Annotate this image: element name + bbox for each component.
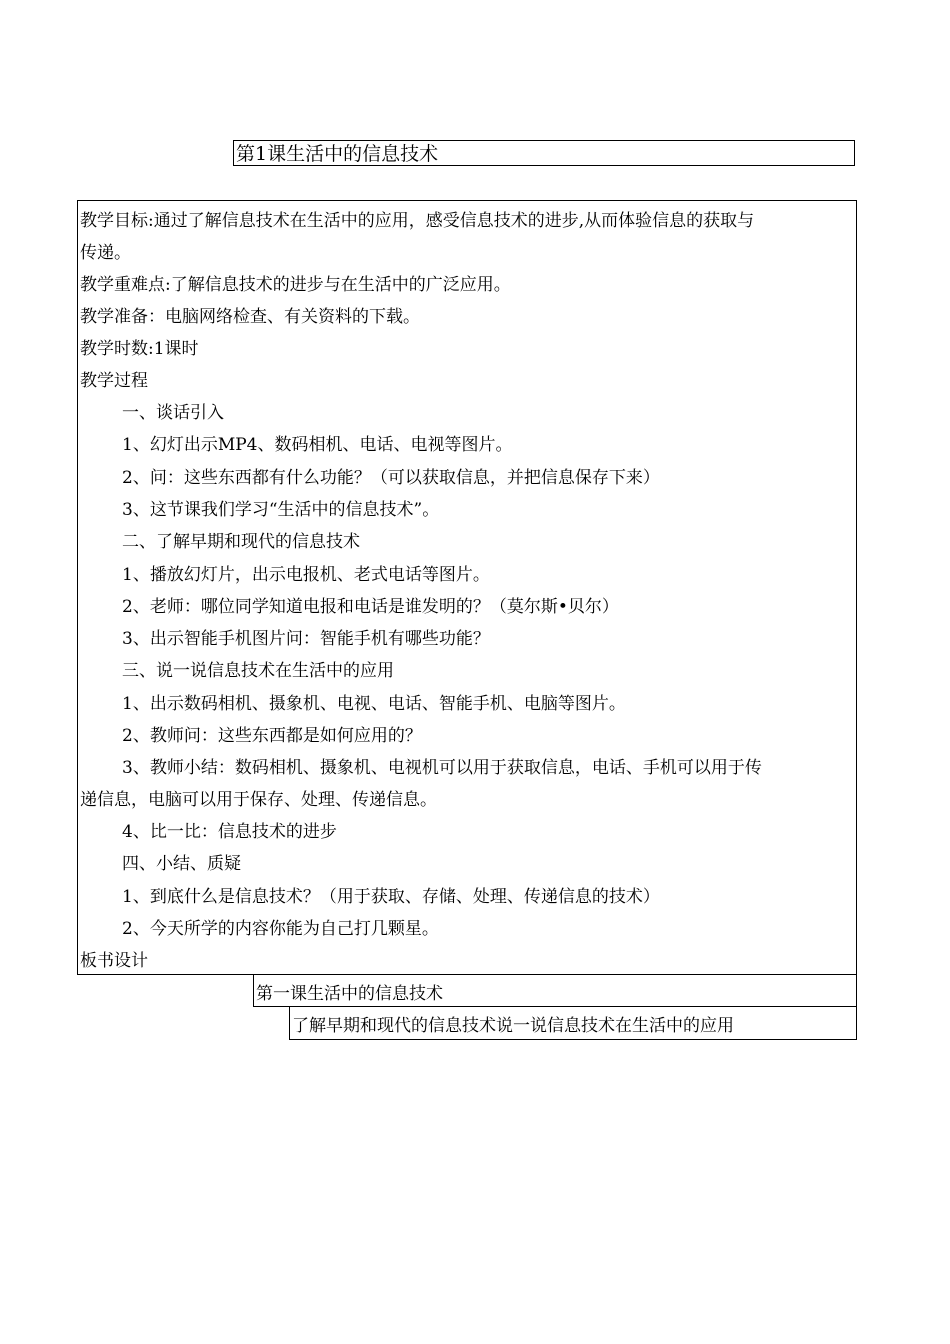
text-line: 1、幻灯出示MP4、数码相机、电话、电视等图片。 — [122, 435, 513, 455]
text-line: 2、问：这些东西都有什么功能？（可以获取信息，并把信息保存下来） — [122, 468, 660, 488]
text-line: 1、到底什么是信息技术？（用于获取、存储、处理、传递信息的技术） — [122, 887, 660, 907]
text-line: 2、老师：哪位同学知道电报和电话是谁发明的？（莫尔斯•贝尔） — [122, 597, 619, 617]
text-line: 3、这节课我们学习“生活中的信息技术”。 — [122, 500, 440, 520]
text-line: 三、说一说信息技术在生活中的应用 — [122, 661, 394, 681]
text-line: 3、出示智能手机图片问：智能手机有哪些功能？ — [122, 629, 490, 649]
lesson-title: 第1课生活中的信息技术 — [233, 140, 855, 166]
text-line: 2、今天所学的内容你能为自己打几颗星。 — [122, 919, 439, 939]
text-line: 1、出示数码相机、摄象机、电视、电话、智能手机、电脑等图片。 — [122, 694, 626, 714]
text-line: 板书设计 — [80, 951, 148, 971]
board-content: 了解早期和现代的信息技术说一说信息技术在生活中的应用 — [289, 1007, 857, 1040]
text-line: 教学目标:通过了解信息技术在生活中的应用，感受信息技术的进步,从而体验信息的获取与 — [80, 211, 755, 231]
lesson-plan-box — [77, 200, 857, 975]
board-divider — [77, 974, 253, 975]
text-line: 教学过程 — [80, 371, 148, 391]
text-line: 二、了解早期和现代的信息技术 — [122, 532, 360, 552]
text-line: 四、小结、质疑 — [122, 854, 241, 874]
text-line: 教学重难点:了解信息技术的进步与在生活中的广泛应用。 — [80, 275, 511, 295]
board-title: 第一课生活中的信息技术 — [253, 974, 857, 1007]
text-line: 2、教师问：这些东西都是如何应用的？ — [122, 726, 422, 746]
text-line: 3、教师小结：数码相机、摄象机、电视机可以用于获取信息，电话、手机可以用于传 — [122, 758, 762, 778]
text-line: 1、播放幻灯片，出示电报机、老式电话等图片。 — [122, 565, 490, 585]
text-line: 一、谈话引入 — [122, 403, 224, 423]
text-line: 4、比一比：信息技术的进步 — [122, 822, 337, 842]
text-line: 传递。 — [80, 243, 131, 263]
text-line: 递信息，电脑可以用于保存、处理、传递信息。 — [80, 790, 437, 810]
text-line: 教学时数:1课时 — [80, 339, 199, 359]
text-line: 教学准备：电脑网络检查、有关资料的下载。 — [80, 307, 420, 327]
